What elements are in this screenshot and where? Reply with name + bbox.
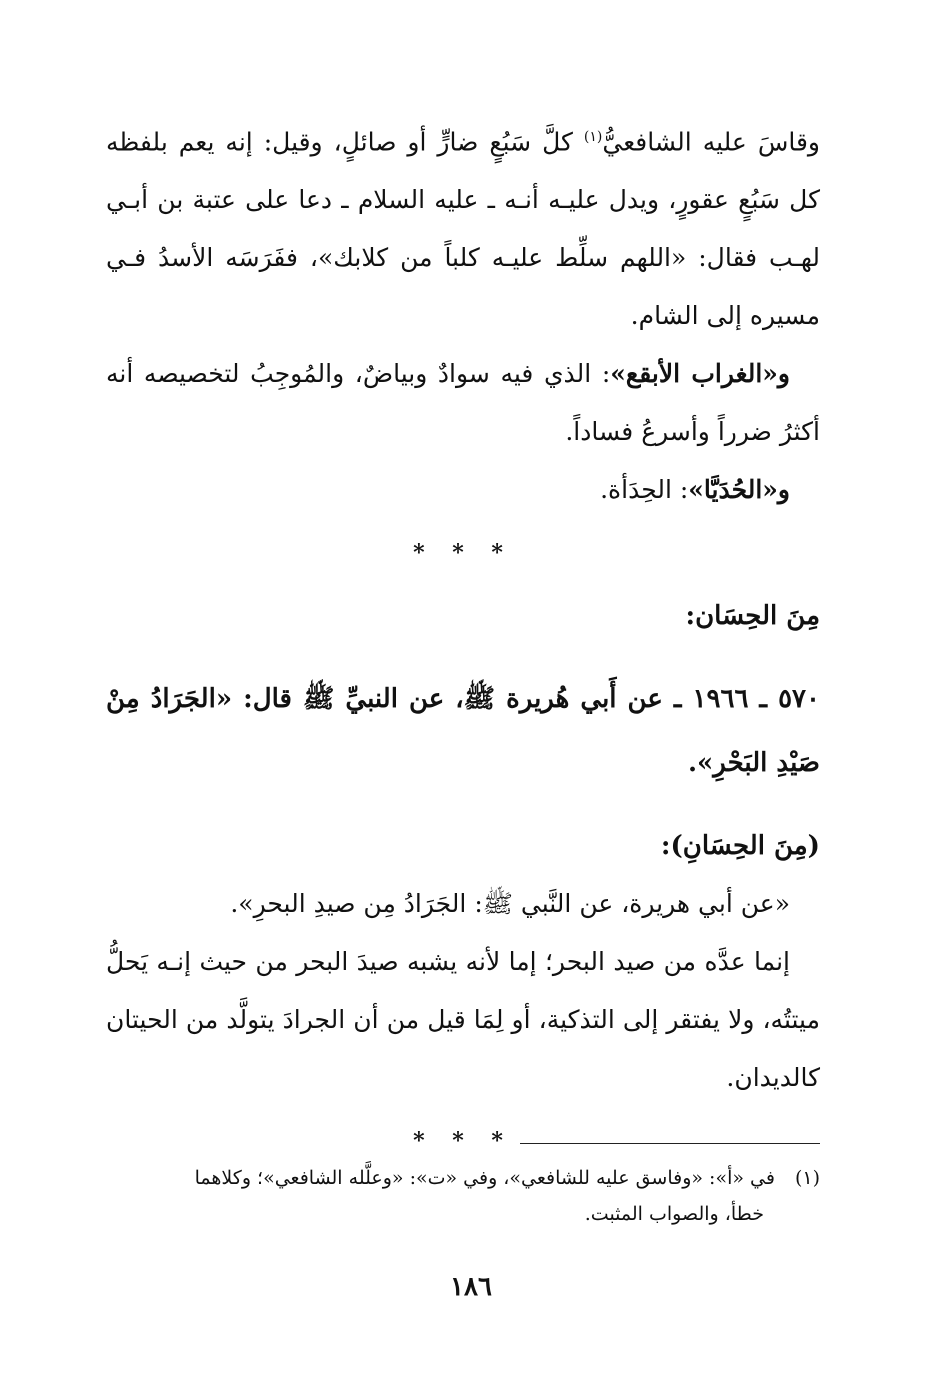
spacer: [106, 795, 820, 817]
spacer: [106, 645, 820, 667]
footnote-ref[interactable]: (١): [583, 129, 603, 145]
explanation-text: إنما عدَّه من صيد البحر؛ إما لأنه يشبه صيدَ البحر من حيث إنـه يَحلُّ ميتتُه، ولا يفتقر إلى التذكية، أو لِمَا قيل من أن الجرادَ يتولَّد من الحيتان كالديدان.: [106, 947, 820, 1093]
footnote-line-1: [106, 1160, 820, 1196]
paragraph-crow: [106, 345, 820, 461]
paragraph-crow-text: : الذي فيه سوادٌ وبياضٌ، والمُوجِبُ لتخصيصه أنه أكثرُ ضرراً وأسرعُ فساداً.: [106, 359, 820, 447]
footnote-number: (١): [794, 1167, 820, 1189]
section-separator-1: * * *: [413, 540, 513, 567]
footnote-text: في «أ»: «وفاسق عليه للشافعي»، وفي «ت»: «وعلَّله الشافعي»؛ وكلاهما: [194, 1167, 775, 1189]
footnote-divider: [520, 1143, 820, 1144]
paragraph-kite-text: : الحِدَأة.: [600, 475, 689, 505]
term-crow: و«الغراب الأبقع»: [610, 359, 790, 389]
section-heading-hisan: مِنَ الحِسَان:: [685, 601, 820, 632]
hadith-text: ٥٧٠ ـ ١٩٦٦ ـ عن أَبي هُريرة ﷺ، عن النبيِّ ﷺ قال: «الجَرَادُ مِنْ صَيْدِ البَحْرِ».: [106, 684, 820, 779]
sub-heading-hisan: (مِنَ الحِسَانِ):: [660, 831, 820, 862]
footnote: [106, 1160, 820, 1232]
quote-text: «عن أبي هريرة، عن النَّبي ﷺ: الجَرَادُ مِن صيدِ البحرِ».: [230, 889, 790, 919]
paragraph-kite: [106, 461, 820, 519]
page-number: ١٨٦: [450, 1272, 492, 1302]
paragraph-shafii: [106, 108, 820, 345]
paragraph-shafii-text: وقاسَ عليه الشافعيُّ: [602, 127, 820, 157]
section-separator-2: * * *: [413, 1128, 513, 1155]
footnote-line-2: خطأ، والصواب المثبت.: [584, 1203, 764, 1225]
page-body: [106, 108, 820, 1336]
term-kite: و«الحُدَيَّا»: [688, 475, 790, 505]
paragraph-shafii-rest: كلَّ سَبُعٍ ضارٍّ أو صائلٍ، وقيل: إنه يعم بلفظه كل سَبُعٍ عقورٍ، ويدل عليـه أنـه ـ عليه السلام ـ دعا على عتبة بن أبـي لهـب فقال: «اللهم سلِّط عليـه كلباً من كلابك»، ففَرَسَه الأسدُ فـي مسيره إلى الشام.: [106, 127, 820, 331]
